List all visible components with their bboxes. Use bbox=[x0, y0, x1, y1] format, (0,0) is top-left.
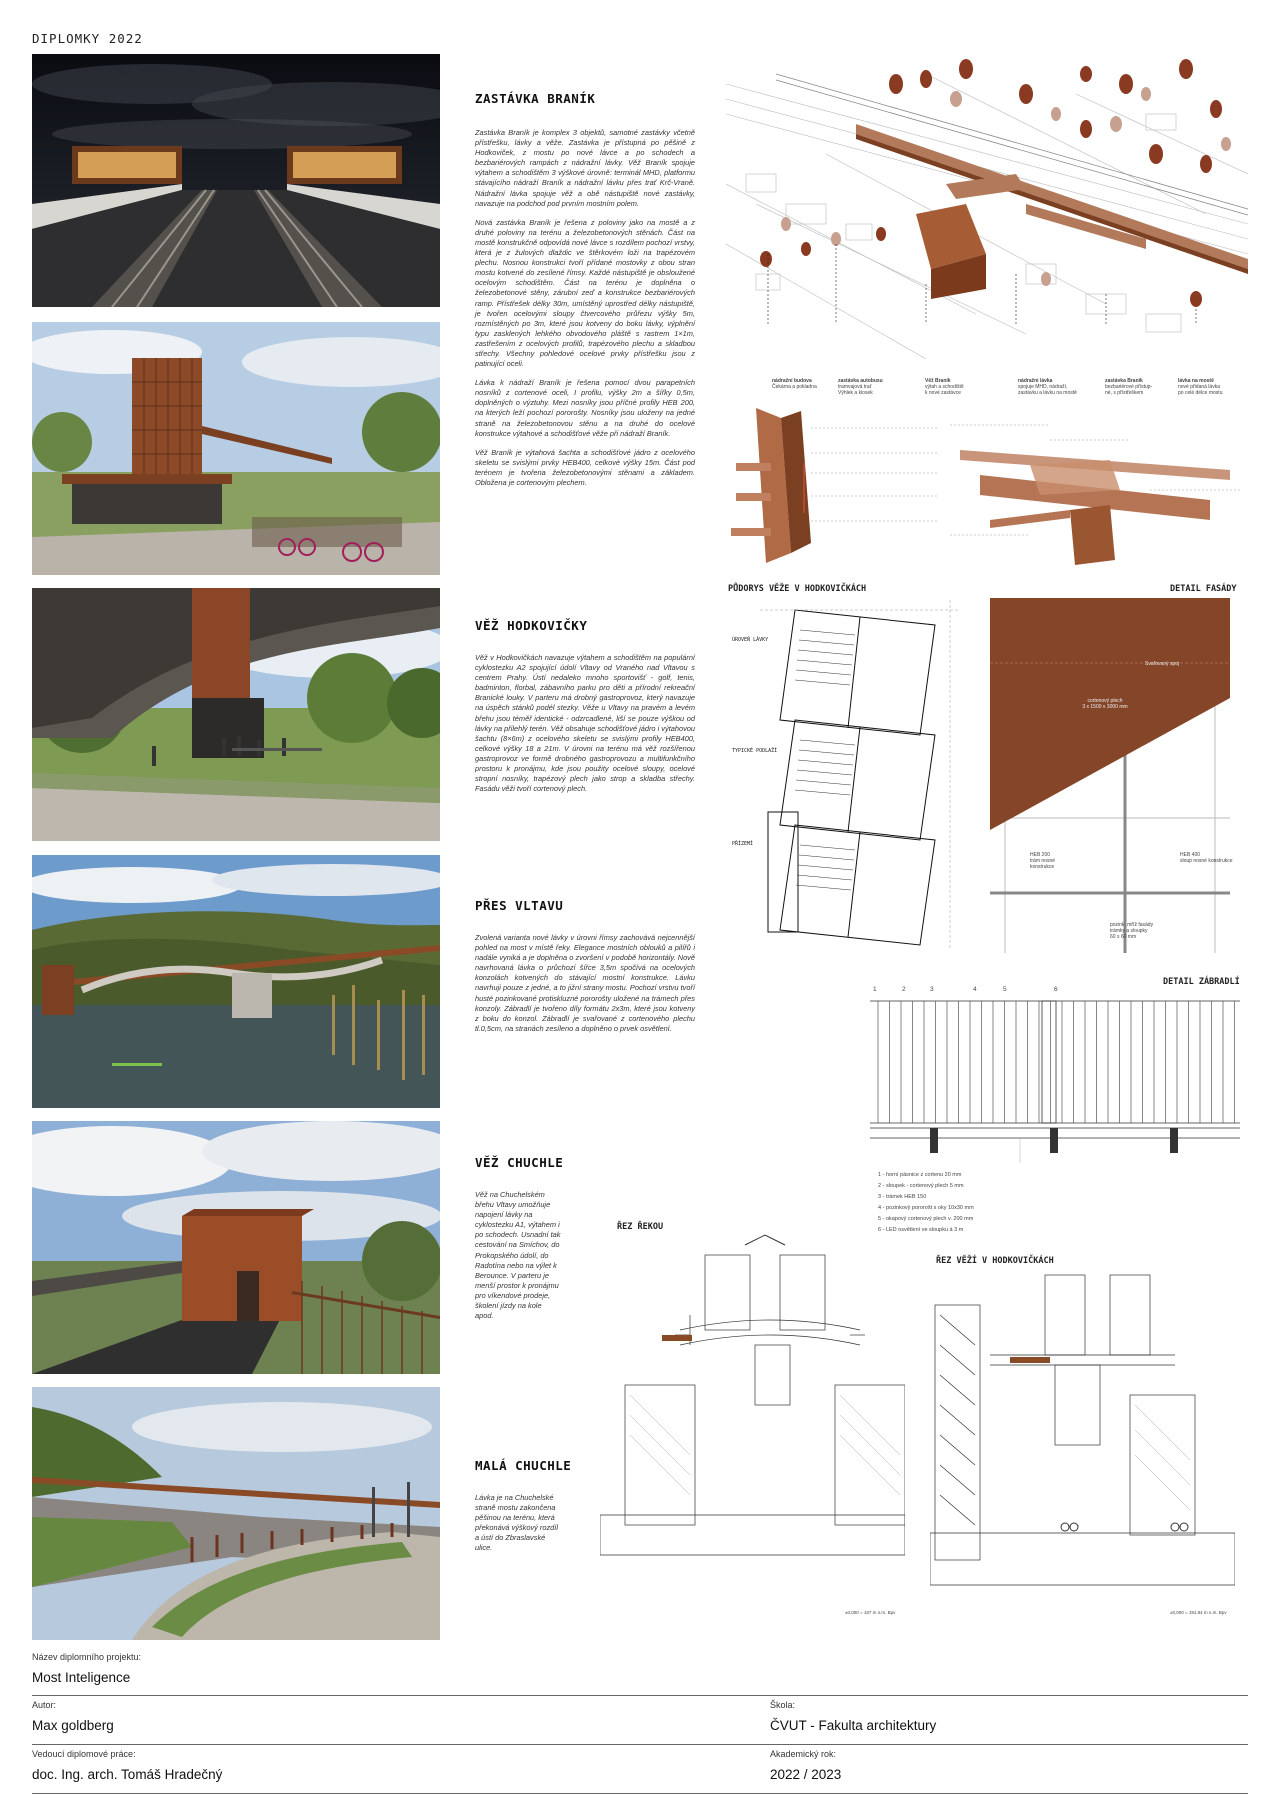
facade-note: HEB 400 sloup nosné konstrukce bbox=[1180, 852, 1233, 864]
year-label: Akademický rok: bbox=[770, 1749, 837, 1759]
axo-label-title: zastávka autobusu bbox=[838, 378, 883, 384]
railing-legend-item: 2 - sloupek - cortenový plech 5 mm bbox=[878, 1183, 964, 1189]
render-pres-vltavu bbox=[32, 855, 440, 1108]
section-river-title: ŘEZ ŘEKOU bbox=[617, 1222, 664, 1232]
render-vez-branik bbox=[32, 322, 440, 575]
school-label: Škola: bbox=[770, 1700, 796, 1710]
series-label: DIPLOMKY 2022 bbox=[32, 31, 143, 46]
plan-drawing bbox=[760, 600, 960, 950]
axo-label-title: nádražní budova bbox=[772, 378, 812, 384]
axo-label-zastavka-branik bbox=[1105, 378, 1185, 396]
section-text-zastavka-branik bbox=[475, 128, 695, 497]
diagram-platform bbox=[950, 410, 1240, 575]
section-river-drawing bbox=[600, 1215, 905, 1605]
plan-level-typicke: TYPICKÉ PODLAŽÍ bbox=[732, 748, 778, 754]
supervisor-value: doc. Ing. arch. Tomáš Hradečný bbox=[32, 1767, 223, 1782]
axo-label-title: zastávka Braník bbox=[1105, 378, 1143, 384]
render-zastavka-branik bbox=[32, 54, 440, 307]
railing-legend-item: 3 - trámek HEB 150 bbox=[878, 1194, 927, 1200]
school-value: ČVUT - Fakulta architektury bbox=[770, 1718, 937, 1733]
railing-legend-item: 6 - LED osvětlení ve sloupku á 3 m bbox=[878, 1227, 964, 1233]
axo-label-text: výtah a schodiště k nové zastávce bbox=[925, 384, 964, 396]
axonometry-drawing bbox=[726, 54, 1248, 359]
railing-number: 5 bbox=[1003, 986, 1007, 993]
render-vez-hodkovicky bbox=[32, 588, 440, 841]
section-tower-title: ŘEZ VĚŽÍ V HODKOVIČKÁCH bbox=[936, 1256, 1054, 1266]
railing-number: 4 bbox=[973, 986, 977, 993]
facade-title: DETAIL FASÁDY bbox=[1170, 584, 1237, 594]
railing-number: 3 bbox=[930, 986, 934, 993]
footer-divider bbox=[32, 1744, 1248, 1745]
axo-label-text: spojuje MHD, nádraží, zastávku a lávku na mostě bbox=[1018, 384, 1077, 396]
section-tower-drawing bbox=[930, 1265, 1235, 1605]
author-label: Autor: bbox=[32, 1700, 57, 1710]
railing-number: 2 bbox=[902, 986, 906, 993]
railing-drawing bbox=[870, 998, 1240, 1163]
section-tower-scale: ±0,000 = 191,84 m n.m. Bpv bbox=[1170, 1610, 1227, 1615]
plan-level-prizemi: PŘÍZEMÍ bbox=[732, 841, 754, 847]
railing-number: 1 bbox=[873, 986, 877, 993]
axo-label-nadrazni-lavka bbox=[1018, 378, 1103, 396]
axo-label-text: bezbariérové přístup- né, s přístřeškem bbox=[1105, 384, 1153, 396]
project-label: Název diplomního projektu: bbox=[32, 1652, 142, 1662]
render-mala-chuchle bbox=[32, 1387, 440, 1640]
paragraph: Zastávka Braník je komplex 3 objektů, samotné zastávky včetně přístřešku, lávky a věže. Zastávka je přístupná po pěšině z Hodkoviček, z mostu po nové lávce a po schodech a bezbariérových rampách z nádražní lávky. Věž Braník spojuje výtahem a schodištěm 3 výškové úrovně: terminál MHD, platformu stávajícího nádraží Braník a nádražní lávku přes trať Krč-Vraně. Nádražní lávka spojuje věž a obě nástupiště nové zastávky, navazuje na podchod pod prvním mostním polem. bbox=[475, 128, 695, 208]
section-text-mala-chuchle bbox=[475, 1493, 562, 1563]
railing-numbers bbox=[870, 986, 1240, 998]
year-value: 2022 / 2023 bbox=[770, 1767, 842, 1782]
section-text-vez-chuchle bbox=[475, 1190, 562, 1330]
section-title-vez-hodkovicky: VĚŽ HODKOVIČKY bbox=[475, 618, 588, 633]
paragraph: Věž v Hodkovičkách navazuje výtahem a schodištěm na populární cyklostezku A2 spojující údolí Vltavy od Vraného nad Vltavou s centrem Prahy. Ústí nedaleko mnoho sportovišť - golf, tenis, badminton, florbal, zábavního parku pro děti a přírodní rekreační Branické louky. V parteru má drobný gastroprovoz, který navazuje na úspěch stánků podél stezky. Věže u Vltavy na pravém a levém břehu jsou téměř identické - odzrcadlené, liší se pouze výškou od lávky na přilehlý terén. Věž obsahuje schodišťové jádro i výtahovou šachtu (8×6m) z ocelového skeletu se svislými profily HEB400, celkové výšky 18 a 21m. V úrovni na terénu má věž rozšířenou gastroprovoz ve formě drobného gastroprovozu a multifunkčního prostoru k pronájmu, kde jsou použity ocelové sloupy, ocelové stropní nosníky, trapézový plech jako strop a skladba střechy. Fasádu věži tvoří cortenový plech. bbox=[475, 653, 695, 794]
section-title-vez-chuchle: VĚŽ CHUCHLE bbox=[475, 1155, 564, 1170]
section-text-pres-vltavu bbox=[475, 933, 695, 1043]
axo-label-text: nové přidaná lávka po celé délce mostu bbox=[1178, 384, 1223, 396]
axo-label-title: lávka na mostě bbox=[1178, 378, 1214, 384]
axo-label-vez-branik bbox=[925, 378, 1005, 396]
axo-label-title: Věž Braník bbox=[925, 378, 951, 384]
section-river-scale: ±0,000 = 187 m n.m. Bpv bbox=[845, 1610, 896, 1615]
paragraph: Nová zastávka Braník je řešena z poloviny jako na mostě a z druhé poloviny na terénu a železobetonových stěnách. Část na mostě konstrukčně odpovídá nové lávce s rozdílem pochozí vrstvy, která je z žulových dlaždic ve štěrkovém loži na trapézovém plechu. Nosnou konstrukci tvoří přídané mostovky z obou stran mostu kotvené do zesílené římsy. Každé nástupiště je obsloužené ocelovým schodištěm. Část na terénu je doplněna o železobetonové stěny, zárubní zeď a konstrukce bezbariérových ramp. Přístřešek délky 30m, umístěný uprostřed délky nástupiště, je tvořen ocelovými sloupy čtvercového průřezu výšky 5m, rozmístěných po 3m, které jsou kotveny do boku lávky, výplnění typu zasklených lehkého obvodového pláště s rastrem 1×1m, zastřešením z ocelových profilů, trapézového plechu a skladbou střechy. Všechny pohledové ocelové prvky přístřešku jsou z patinující oceli. bbox=[475, 217, 695, 369]
facade-note: cortenový plech 3 x 1500 x 3000 mm bbox=[1082, 698, 1128, 710]
section-title-zastavka-branik: ZASTÁVKA BRANÍK bbox=[475, 91, 596, 106]
railing-legend-item: 5 - okapový cortenový plech v. 200 mm bbox=[878, 1216, 974, 1222]
paragraph: Zvolená varianta nové lávky v úrovni římsy zachovává nejcennější pohled na most v místě řeky. Elegance mostních oblouků a pilířů i nadále vyniká a je doplněna o zvoršení v podobě horizontály. Nově navrhovaná lávka o průchozí šířce 3,5m spočívá na ocelových konzolách kotvených do stávající mostní konstrukce. Lávku navrhuji pouze z jedné, a to jižní strany mostu. Pochozí vrstvu tvoří husté pozinkované protiskluzné pororošty uložené na trámech přes konzoly. Zábradlí je tvořeno díly formátu 2x3m, které jsou kotveny z boku do konzol. Zábradlí je svařované z cortenového plechu tl.0,5cm, na stranách zesíleno a doplněno o prvek osvětlení. bbox=[475, 933, 695, 1033]
supervisor-label: Vedoucí diplomové práce: bbox=[32, 1749, 136, 1759]
project-value: Most Inteligence bbox=[32, 1670, 131, 1685]
axo-label-title: nádražní lávka bbox=[1018, 378, 1053, 384]
section-title-mala-chuchle: MALÁ CHUCHLE bbox=[475, 1458, 572, 1473]
axo-label-zastavka-autobusu bbox=[838, 378, 918, 396]
facade-note: Svařovaný spoj bbox=[1145, 661, 1180, 667]
footer-divider bbox=[32, 1793, 1248, 1794]
paragraph: Lávka je na Chuchelské straně mostu zakončena pěšinou na terénu, která překonává výškový rozdíl a ústí do Zbraslavské ulice. bbox=[475, 1493, 558, 1553]
axo-label-text: Čekárna a pokladna bbox=[772, 384, 817, 390]
paragraph: Lávka k nádraží Braník je řešena pomocí dvou parapetních nosníků z cortenové oceli, I profilu, výšky 2m a šířky 0,5m, doplněných o výztuhy. Mezi nosníky jsou příčné profily HEB 200, na kterých leží pochozí pororošty. Nosníky jsou uloženy na jedné straně na železobetonovou stěnu a na druhé do ocelové konstrukce výtahové a schodišťové věže při nádraží Braník. bbox=[475, 378, 695, 438]
section-text-vez-hodkovicky bbox=[475, 653, 695, 803]
section-title-pres-vltavu: PŘES VLTAVU bbox=[475, 898, 564, 913]
railing-legend-item: 1 - horní pásnice z cortenu 20 mm bbox=[878, 1172, 962, 1178]
footer-divider bbox=[32, 1695, 1248, 1696]
diagram-tower-access bbox=[726, 403, 939, 573]
paragraph: Věž na Chuchelském břehu Vltavy umožňuje napojení lávky na cyklostezku A1, výtahem i po schodech. Usnadní tak cestování na Smíchov, do Prokopského údolí, do Radotína nebo na výlet k Berounce. V parteru je menší prostor k pronájmu pro víkendové prodeje, školení jízdy na kole apod. bbox=[475, 1190, 561, 1321]
facade-drawing bbox=[990, 598, 1230, 953]
author-value: Max goldberg bbox=[32, 1718, 114, 1733]
railing-legend-item: 4 - pozinkový pororošt s oky 10x30 mm bbox=[878, 1205, 974, 1211]
render-vez-chuchle bbox=[32, 1121, 440, 1374]
plan-level-lavky: ÚROVEŇ LÁVKY bbox=[732, 637, 769, 643]
facade-note: pozink. mříž fasády trámky a sloupky 60 x 60 mm bbox=[1110, 922, 1154, 940]
facade-note: HEB 200 trám nosné konstrukce bbox=[1030, 852, 1056, 870]
railing-title: DETAIL ZÁBRADLÍ bbox=[1163, 977, 1240, 987]
plan-title: PŮDORYS VĚŽE V HODKOVIČKÁCH bbox=[728, 584, 867, 594]
axo-label-lavka-na-moste bbox=[1178, 378, 1248, 396]
railing-number: 6 bbox=[1054, 986, 1058, 993]
axo-label-text: tramvajová trať Výhlek a kiosek bbox=[838, 384, 873, 396]
paragraph: Věž Braník je výtahová šachta a schodišťové jádro z ocelového skeletu se svislými prvky HEB400, celkové výšky 15m. Část pod terénem je tvořena železobetonovými stěnami a základem. Obložena je cortenovým plechem. bbox=[475, 447, 695, 487]
